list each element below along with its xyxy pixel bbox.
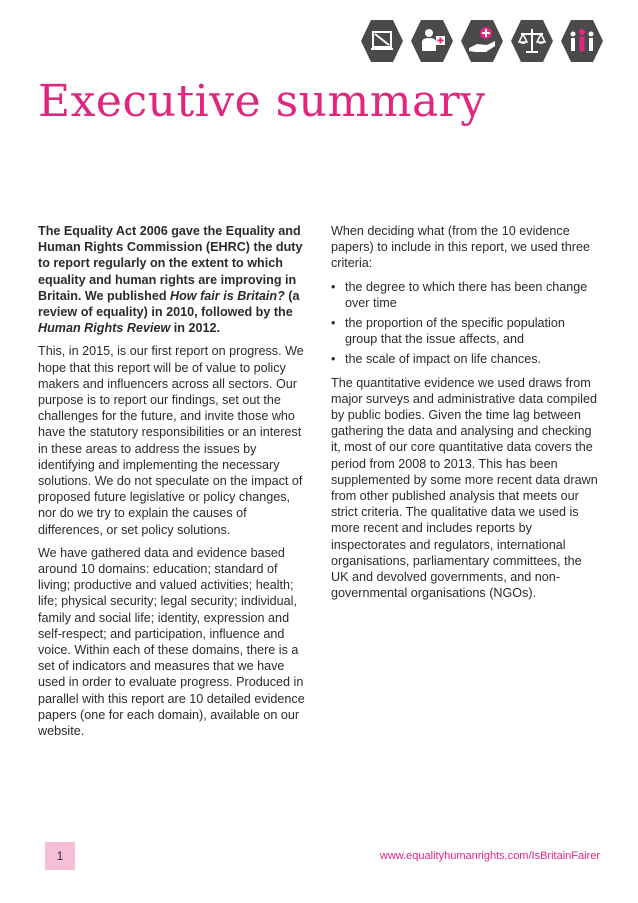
right-column bbox=[331, 223, 599, 608]
lead-text-2: (a review of equality) in 2010, followed by the bbox=[38, 288, 300, 320]
bullet-icon: • bbox=[331, 352, 336, 367]
justice-icon bbox=[510, 18, 554, 64]
body-paragraph: This, in 2015, is our first report on progress. We hope that this report will be of value to policy makers and influencers across all sectors. Our purpose is to report our findings, set out the challenges for the future, and invite those who have the statutory responsibilities or an interest in these areas to address the issues by identifying and implementing the necessary solutions. We do not speculate on the impact of proposed future legislative or policy changes, nor do we try to explain the causes of differences, or set policy solutions. bbox=[38, 344, 304, 537]
footer-website-link[interactable]: www.equalityhumanrights.com/IsBritainFairer bbox=[379, 850, 600, 862]
education-icon bbox=[360, 18, 404, 64]
lead-text-3: in 2012. bbox=[170, 321, 220, 336]
care-icon bbox=[460, 18, 504, 64]
criteria-item bbox=[331, 315, 599, 347]
page-number: 1 bbox=[45, 842, 75, 870]
health-icon bbox=[410, 18, 454, 64]
lead-text-1: The Equality Act 2006 gave the Equality and Human Rights Commission (EHRC) the duty to report regularly on the extent to which equality and human rights are improving in Britain. We published bbox=[38, 224, 303, 303]
lead-paragraph bbox=[38, 223, 309, 336]
criteria-item bbox=[331, 279, 599, 311]
left-column bbox=[38, 223, 309, 746]
criteria-text: the proportion of the specific population group that the issue affects, and bbox=[345, 316, 565, 347]
publication-title-how-fair: How fair is Britain? bbox=[170, 288, 285, 303]
criteria-item bbox=[331, 351, 599, 367]
criteria-text: the scale of impact on life chances. bbox=[345, 352, 542, 367]
bullet-icon: • bbox=[331, 279, 336, 294]
publication-title-human-rights-review: Human Rights Review bbox=[38, 321, 171, 336]
criteria-text: the degree to which there has been change over time bbox=[345, 279, 588, 310]
page-title: Executive summary bbox=[38, 76, 486, 127]
domain-icons-row bbox=[360, 18, 622, 64]
criteria-list bbox=[331, 279, 599, 368]
people-icon bbox=[560, 18, 604, 64]
criteria-intro: When deciding what (from the 10 evidence papers) to include in this report, we used three criteria: bbox=[331, 224, 591, 271]
bullet-icon: • bbox=[331, 316, 336, 331]
body-paragraph: We have gathered data and evidence based around 10 domains: education; standard of living; productive and valued activities; health; life; physical security; legal security; individual, family and social life; identity, expression and self-respect; and participation, influence and voice. Within each of these domains, there is a set of indicators and measures that we have used in order to evaluate progress. Produced in parallel with this report are 10 detailed evidence papers (one for each domain), available on our website. bbox=[38, 545, 305, 739]
body-paragraph: The quantitative evidence we used draws from major surveys and administrative data compiled by public bodies. Given the time lag between gathering the data and analysing and checking it, most of our core quantitative data covers the period from 2008 to 2013. This has been supplemented by some more recent data drawn from other published analysis that meets our strict criteria. The qualitative data we used is more recent and includes reports by inspectorates and regulators, international organisations, parliamentary committees, the UK and devolved governments, and non-governmental organisations (NGOs). bbox=[331, 375, 598, 601]
